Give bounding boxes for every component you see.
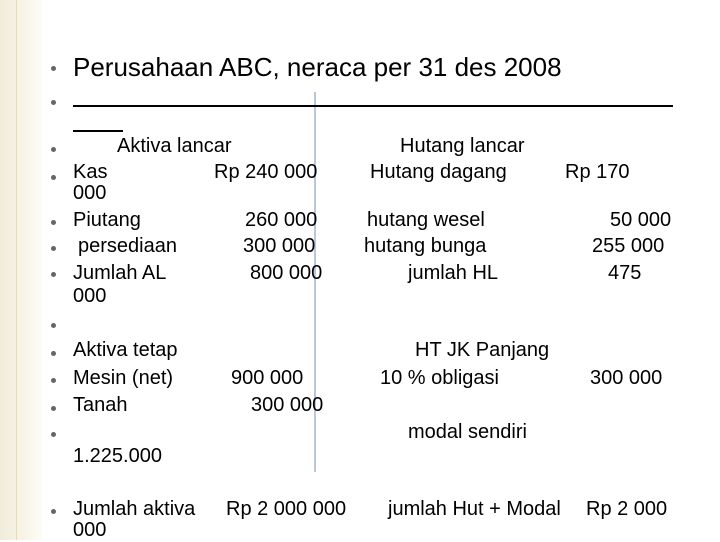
ht-jk-panjang-heading: HT JK Panjang — [415, 339, 550, 361]
aktiva-tetap-heading: Aktiva tetap — [73, 339, 178, 361]
mesin-value: 900 000 — [231, 367, 304, 389]
modal-sendiri-label: modal sendiri — [408, 421, 527, 443]
jumlah-hut-modal-value: Rp 2 000 — [586, 498, 668, 520]
sidebar-line — [16, 0, 17, 540]
bullet-dot — [51, 509, 56, 514]
kas-label: Kas — [73, 161, 108, 183]
piutang-value: 260 000 — [245, 209, 318, 231]
tanah-value: 300 000 — [251, 394, 324, 416]
bullet-dot — [51, 351, 56, 356]
hutang-wesel-value: 50 000 — [610, 209, 672, 231]
hutang-bunga-label: hutang bunga — [364, 235, 487, 257]
bullet-dot — [51, 432, 56, 437]
kas-wrap: 000 — [73, 182, 107, 204]
slide-sidebar-decoration — [0, 0, 42, 540]
bullet-dot — [51, 147, 56, 152]
hutang-lancar-heading: Hutang lancar — [400, 135, 525, 157]
hutang-dagang-label: Hutang dagang — [370, 161, 507, 183]
separator-line — [73, 105, 673, 107]
obligasi-value: 300 000 — [590, 367, 663, 389]
hutang-bunga-value: 255 000 — [592, 235, 665, 257]
bullet-dot — [51, 406, 56, 411]
jumlah-al-wrap: 000 — [73, 285, 107, 307]
bullet-dot — [51, 100, 56, 105]
persediaan-value: 300 000 — [243, 235, 316, 257]
bullet-dot — [51, 246, 56, 251]
aktiva-lancar-heading: Aktiva lancar — [117, 135, 232, 157]
bullet-dot — [51, 220, 56, 225]
bullet-dot — [51, 323, 56, 328]
jumlah-hl-label: jumlah HL — [408, 262, 499, 284]
hutang-dagang-value: Rp 170 — [565, 161, 630, 183]
jumlah-al-value: 800 000 — [250, 262, 323, 284]
separator-line-wrap — [73, 130, 123, 132]
bullet-dot — [51, 378, 56, 383]
bullet-dot — [51, 272, 56, 277]
bullet-dot — [51, 175, 56, 180]
jumlah-hl-value: 475 — [608, 262, 642, 284]
page-title: Perusahaan ABC, neraca per 31 des 2008 — [73, 52, 562, 82]
jumlah-aktiva-label: Jumlah aktiva — [73, 498, 196, 520]
jumlah-aktiva-value: Rp 2 000 000 — [226, 498, 347, 520]
kas-value: Rp 240 000 — [214, 161, 318, 183]
jumlah-hut-modal-label: jumlah Hut + Modal — [388, 498, 561, 520]
obligasi-label: 10 % obligasi — [380, 367, 499, 389]
persediaan-label: persediaan — [78, 235, 177, 257]
totals-wrap: 000 — [73, 519, 107, 541]
mesin-label: Mesin (net) — [73, 367, 174, 389]
jumlah-al-label: Jumlah AL — [73, 262, 167, 284]
aktiva-tetap-subtotal: 1.225.000 — [73, 445, 162, 467]
bullet-dot — [51, 66, 56, 71]
hutang-wesel-label: hutang wesel — [367, 209, 485, 231]
piutang-label: Piutang — [73, 209, 141, 231]
tanah-label: Tanah — [73, 394, 128, 416]
